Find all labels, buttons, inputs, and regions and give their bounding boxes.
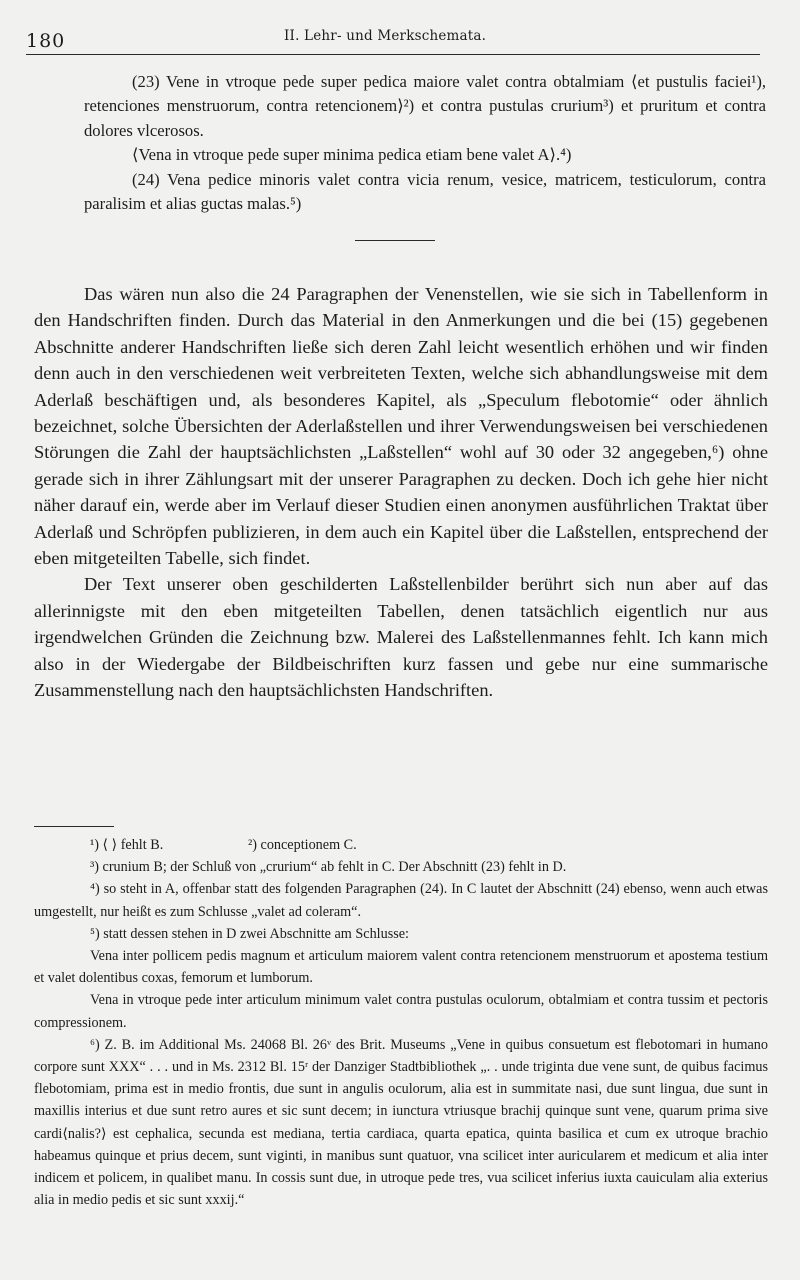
main-text <box>34 281 768 704</box>
body-paragraph: Der Text unserer oben geschilderten Laßstellenbilder berührt sich nun aber auf das allerinnigste mit den eben mitgeteilten Tabellen, denen tatsächlich eigentlich nur aus irgendwelchen Gründen die Zeichnung bzw. Malerei des Laßstellenmannes fehlt. Ich kann mich also in der Wiedergabe der Bildbeischriften kurz fassen und gebe nur eine summarische Zusammenstellung nach den hauptsächlichsten Handschriften. <box>34 574 768 701</box>
footnote-5-quote-a: Vena inter pollicem pedis magnum et articulum maiorem valent contra retencionem menstruorum et apostema testium et valet dolentibus coxas, femorum et lumborum. <box>34 948 768 987</box>
body-paragraph: Das wären nun also die 24 Paragraphen der Venenstellen, wie sie sich in Tabellenform in den Handschriften finden. Durch das Material in den Anmerkungen und die bei (15) gegebenen Abschnitte anderer Handschriften ließe sich deren Zahl leicht wesentlich erhöhen und wir finden denn auch in den verschiedenen weit verbreiteten Texten, welche sich abhandlungsweise mit dem Aderlaß beschäftigen und, als besonderes Kapitel, als „Speculum flebotomie“ oder ähnlich bezeichnet, solche Übersichten der Aderlaßstellen und ihrer Verwendungsweisen bei verschiedenen Störungen die Zahl der hauptsächlichsten „Laßstellen“ wohl auf 30 oder 32 angegeben,⁶) ohne gerade sich in ihrer Zählungsart mit der unserer Paragraphen zu decken. Doch ich gehe hier nicht näher darauf ein, werde aber im Verlauf dieser Studien einen anonymen ausführlichen Traktat über Aderlaß und Schröpfen publizieren, in dem auch ein Kapitel über die Laßstellen, entsprechend der eben mitgeteilten Tabelle, sich findet. <box>34 284 768 569</box>
footnote-5: ⁵) statt dessen stehen in D zwei Abschnitte am Schlusse: <box>90 925 409 942</box>
footnote-row-1-2 <box>34 834 768 856</box>
entry-23: (23) Vene in vtroque pede super pedica maiore valet contra obtalmiam ⟨et pustulis faciei¹), retenciones menstruorum, contra retencionem⟩²) et contra pustulas crurium³) et pruritum et contra dolores vlcerosos. <box>84 72 766 140</box>
entry-23-variant: ⟨Vena in vtroque pede super minima pedica etiam bene valet A⟩.⁴) <box>132 145 572 165</box>
footnote-rule <box>34 826 114 827</box>
section-separator <box>355 240 435 241</box>
footnote-2: ²) conceptionem C. <box>248 837 357 853</box>
footnotes <box>34 834 768 1211</box>
latin-entries <box>84 70 766 216</box>
footnote-3: ³) crunium B; der Schluß von „crurium“ ab fehlt in C. Der Abschnitt (23) fehlt in D. <box>90 859 567 876</box>
footnote-1: ¹) ⟨ ⟩ fehlt B. <box>90 837 164 853</box>
footnote-4: ⁴) so steht in A, offenbar statt des folgenden Paragraphen (24). In C lautet der Abschnitt (24) ebenso, wenn auch etwas umgestellt, nur heißt es zum Schlusse „valet ad coleram“. <box>34 881 768 920</box>
entry-24: (24) Vena pedice minoris valet contra vicia renum, vesice, matricem, testiculorum, contra paralisim et alias guctas malas.⁵) <box>84 169 766 214</box>
footnote-6: ⁶) Z. B. im Additional Ms. 24068 Bl. 26ᵛ des Brit. Museums „Vene in quibus consuetum est flebotomari in humano corpore sunt XXX“ . . . und in Ms. 2312 Bl. 15ʳ der Danziger Stadtbibliothek „. . unde triginta due vene sunt, de quibus facimus flebotomiam, prima est in medio frontis, due sunt in angulis oculorum, alia est in summitate nasi, due sunt lingua, due sunt in maxillis interius et due sunt retro aures et sic sunt decem; in iunctura vtriusque brachij quinque sunt vene, quarum prima sive cardi⟨nalis?⟩ est cephalica, secunda est mediana, tertia cardiaca, quarta epatica, quinta basilica et cum ex utroque brachio habeamus quinque et prius decem, sunt viginti, in manibus sunt quatuor, vna scilicet inter auricularem et medicum et alia inter indicem et policem, in qualibet manu. In cossis sunt due, in utroque pede tres, vua scilicet inferius iuxta cauiculam alia exterius alia in medio pedis et sic sunt xxxij.“ <box>34 1036 768 1209</box>
running-header <box>26 26 760 55</box>
chapter-title: II. Lehr- und Merkschemata. <box>284 28 487 44</box>
page-number: 180 <box>26 30 66 52</box>
footnote-5-quote-b: Vena in vtroque pede inter articulum minimum valet contra pustulas oculorum, obtalmiam et contra tussim et pectoris compressionem. <box>34 992 768 1031</box>
